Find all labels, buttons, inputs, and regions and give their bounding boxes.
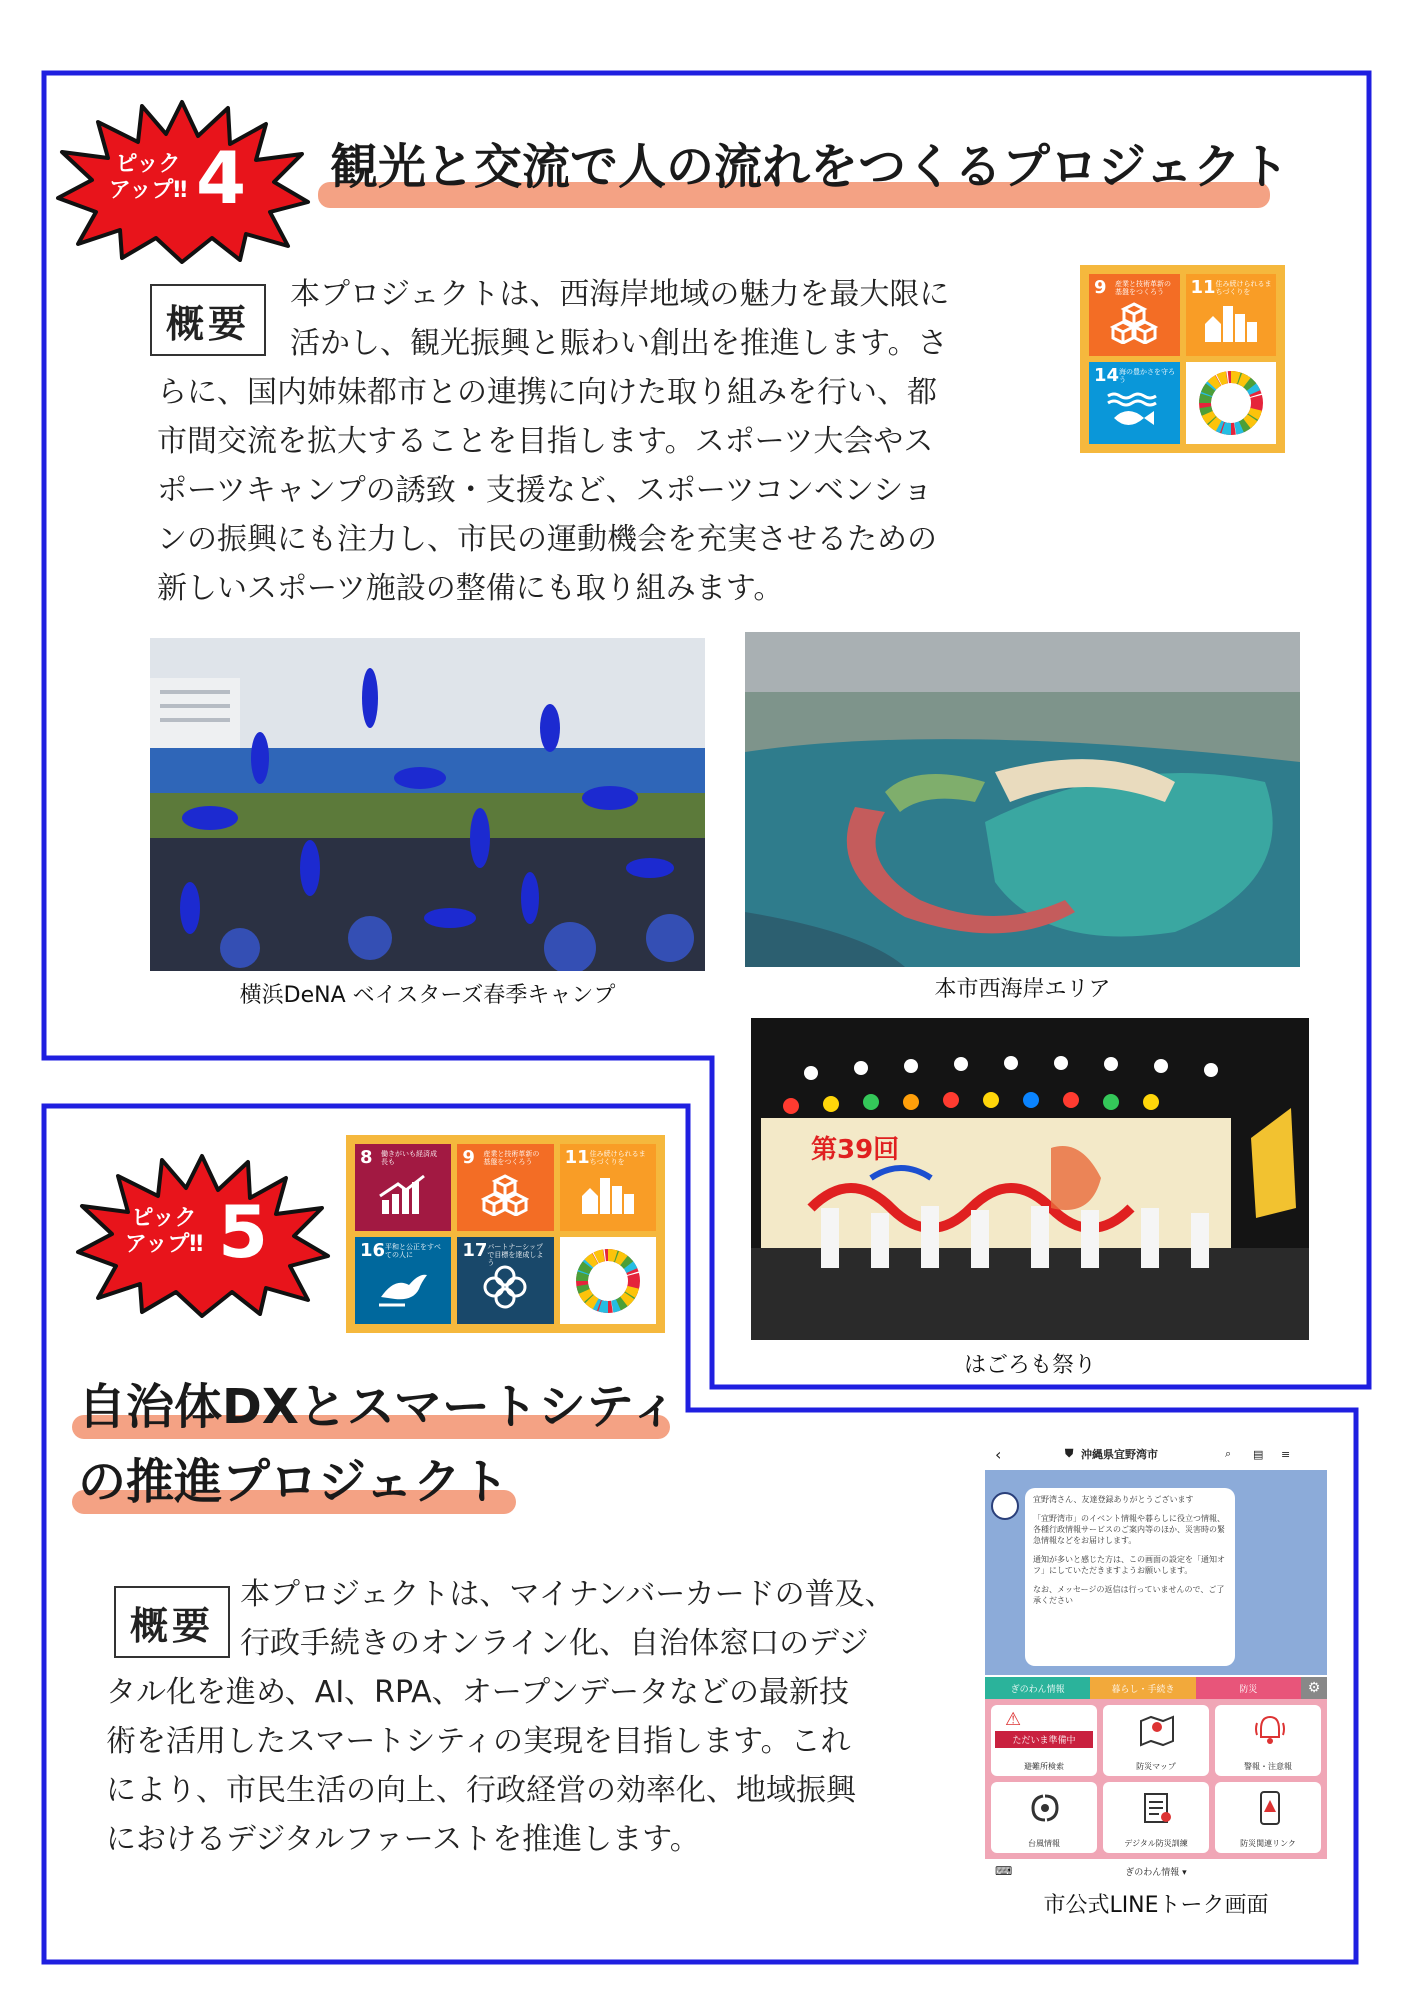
- search-icon[interactable]: ⌕: [1225, 1447, 1232, 1460]
- section4-sdgs-panel: [1080, 265, 1285, 453]
- sdg-tile-wheel: [560, 1237, 656, 1324]
- line-message-text: なお、メッセージの返信は行っていませんので、ご了承ください: [1033, 1585, 1225, 1605]
- overview-line: 活かし、観光振興と賑わい創出を推進します。さ: [290, 326, 948, 361]
- line-screen-caption: 市公式LINEトーク画面: [1043, 1893, 1269, 1918]
- line-message-text: 「宜野湾市」のイベント情報や暮らしに役立つ情報、各種行政情報サービスのご案内等のほか、災害時の緊急情報などをお届けします。: [1033, 1514, 1225, 1545]
- rings-icon: [482, 1264, 528, 1310]
- menu-item-digital-drill[interactable]: [1103, 1782, 1209, 1853]
- line-talk-screen: [985, 1440, 1327, 1882]
- sdgs-wheel-icon: [1195, 367, 1267, 439]
- overview-line: ンの振興にも注力し、市民の運動機会を充実させるための: [157, 522, 937, 557]
- svg-text:第39回: 第39回: [811, 1135, 900, 1165]
- menu-item-shelter-search[interactable]: [991, 1705, 1097, 1776]
- photo-caption: 本市西海岸エリア: [934, 977, 1111, 1002]
- typhoon-icon: [1027, 1790, 1063, 1826]
- baseball-camp-photo: [150, 638, 705, 971]
- fish-icon: [1104, 390, 1164, 430]
- cubes-icon: [481, 1172, 529, 1216]
- sdg-number: 14: [1094, 365, 1120, 386]
- hamburger-icon[interactable]: ≡: [1281, 1447, 1291, 1461]
- menu-item-label: 警報・注意報: [1244, 1762, 1292, 1771]
- overview-line: 本プロジェクトは、マイナンバーカードの普及、: [240, 1577, 895, 1612]
- sdg-label: パートナーシップで目標を達成しよう: [487, 1243, 544, 1267]
- tab-disaster[interactable]: 防災: [1196, 1677, 1301, 1699]
- sdgs-wheel-icon: [572, 1245, 644, 1317]
- west-coast-aerial-photo: [745, 632, 1300, 967]
- menu-item-label: 台風情報: [1028, 1839, 1060, 1848]
- line-message-bubble: [1025, 1488, 1235, 1666]
- section4-badge-text: [108, 152, 188, 204]
- line-chat-area: [985, 1470, 1327, 1675]
- tab-life-procedures[interactable]: 暮らし・手続き: [1090, 1677, 1195, 1699]
- alarm-bell-icon: [1253, 1713, 1287, 1747]
- sdg-tile-8: [355, 1144, 451, 1231]
- status-badge: ただいま準備中: [995, 1731, 1093, 1748]
- overview-line: 術を活用したスマートシティの実現を目指します。これ: [106, 1724, 851, 1759]
- menu-item-disaster-links[interactable]: [1215, 1782, 1321, 1853]
- badge-up-text: アップ‼: [124, 1232, 204, 1257]
- section4-title: 観光と交流で人の流れをつくるプロジェクト: [330, 139, 1290, 195]
- overview-line: におけるデジタルファーストを推進します。: [106, 1822, 700, 1857]
- sdg-tile-11: [1186, 274, 1277, 356]
- phone-alert-icon: [1255, 1790, 1285, 1826]
- sdg-label: 平和と公正をすべての人に: [385, 1243, 441, 1259]
- line-header-shield-icon: ⛊: [1065, 1447, 1074, 1460]
- menu-item-warnings[interactable]: [1215, 1705, 1321, 1776]
- overview-line: 本プロジェクトは、西海岸地域の魅力を最大限に: [290, 277, 950, 312]
- section4-badge-number: 4: [196, 136, 247, 220]
- sdg-number: 9: [462, 1147, 475, 1168]
- sdg-tile-9: [457, 1144, 553, 1231]
- menu-item-disaster-map[interactable]: [1103, 1705, 1209, 1776]
- map-icon: [1139, 1713, 1175, 1747]
- warning-house-icon: ⚠: [1005, 1709, 1022, 1730]
- line-footer-label[interactable]: ぎのわん情報 ▾: [1125, 1867, 1187, 1878]
- badge-pick-text: ピック: [131, 1206, 197, 1231]
- menu-item-label: デジタル防災訓練: [1124, 1839, 1188, 1848]
- hagoromo-festival-photo: [751, 1018, 1309, 1340]
- section5-sdgs-panel: [346, 1135, 665, 1333]
- line-header-title: 沖縄県宜野湾市: [1081, 1448, 1158, 1461]
- overview-line: 新しいスポーツ施設の整備にも取り組みます。: [157, 571, 784, 606]
- sdg-number: 17: [462, 1240, 488, 1261]
- overview-line: 行政手続きのオンライン化、自治体窓口のデジ: [240, 1626, 869, 1661]
- menu-list-icon[interactable]: ▤: [1253, 1447, 1264, 1461]
- checklist-icon: [1141, 1790, 1173, 1826]
- line-footer: [985, 1861, 1327, 1881]
- line-rich-menu-grid: [985, 1699, 1327, 1859]
- sdg-tile-9: [1089, 274, 1180, 356]
- growth-chart-icon: [378, 1174, 428, 1214]
- overview-line: 市間交流を拡大することを目指します。スポーツ大会やス: [157, 424, 934, 459]
- cubes-icon: [1110, 300, 1158, 344]
- sdg-label: 働きがいも経済成長も: [381, 1150, 437, 1166]
- sdg-label: 産業と技術革新の基盤をつくろう: [1115, 280, 1171, 296]
- line-header: [985, 1440, 1327, 1468]
- menu-item-label: 避難所検索: [1024, 1762, 1064, 1771]
- sdg-number: 9: [1094, 277, 1107, 298]
- line-message-text: 宜野湾さん、友達登録ありがとうございます: [1033, 1495, 1194, 1504]
- menu-item-typhoon[interactable]: [991, 1782, 1097, 1853]
- section5-overview-label: 概要: [114, 1586, 230, 1658]
- badge-up-text: アップ‼: [108, 178, 188, 203]
- sdg-tile-wheel: [1186, 362, 1277, 444]
- overview-line: タル化を進め、AI、RPA、オープンデータなどの最新技: [106, 1675, 850, 1710]
- photo-caption: はごろも祭り: [963, 1353, 1096, 1378]
- city-icon: [1201, 302, 1261, 342]
- avatar: [991, 1492, 1019, 1520]
- menu-item-label: 防災関連リンク: [1240, 1839, 1296, 1848]
- sdg-number: 11: [564, 1147, 590, 1168]
- city-icon: [578, 1174, 638, 1214]
- photo-caption: 横浜DeNA ベイスターズ春季キャンプ: [239, 983, 616, 1008]
- badge-pick-text: ピック: [115, 152, 181, 177]
- sdg-tile-16: [355, 1237, 451, 1324]
- sdg-number: 16: [360, 1240, 386, 1261]
- section5-badge-text: [124, 1206, 204, 1258]
- sdg-number: 8: [360, 1147, 373, 1168]
- gear-icon[interactable]: ⚙: [1301, 1677, 1327, 1699]
- section4-overview-label: 概要: [150, 284, 266, 356]
- overview-line: らに、国内姉妹都市との連携に向けた取り組みを行い、都: [157, 375, 937, 410]
- section5-badge-number: 5: [218, 1190, 269, 1274]
- overview-line: により、市民生活の向上、行政経営の効率化、地域振興: [106, 1773, 856, 1808]
- tab-ginowan-info[interactable]: ぎのわん情報: [985, 1677, 1090, 1699]
- sdg-tile-17: [457, 1237, 553, 1324]
- back-arrow-icon[interactable]: ‹: [995, 1444, 1002, 1464]
- overview-line: ポーツキャンプの誘致・支援など、スポーツコンベンショ: [157, 473, 933, 508]
- sdg-label: 産業と技術革新の基盤をつくろう: [483, 1150, 540, 1166]
- line-message-text: 通知が多いと感じた方は、この画面の設定を「通知オフ」にしていただきますようお願いします。: [1033, 1555, 1225, 1575]
- dove-icon: [375, 1267, 431, 1307]
- sdg-tile-14: [1089, 362, 1180, 444]
- sdg-tile-11: [560, 1144, 656, 1231]
- menu-item-label: 防災マップ: [1136, 1762, 1176, 1771]
- sdg-number: 11: [1190, 277, 1216, 298]
- section5-title-line2: の推進プロジェクト: [78, 1454, 510, 1510]
- section5-title-line1: 自治体DXとスマートシティ: [78, 1379, 679, 1435]
- line-rich-menu-tabs: [985, 1677, 1327, 1699]
- keyboard-icon[interactable]: ⌨: [995, 1864, 1013, 1878]
- sdg-label: 住み続けられるまちづくりを: [589, 1150, 646, 1166]
- sdg-label: 住み続けられるまちづくりを: [1215, 280, 1272, 296]
- sdg-label: 海の豊かさを守ろう: [1119, 368, 1175, 384]
